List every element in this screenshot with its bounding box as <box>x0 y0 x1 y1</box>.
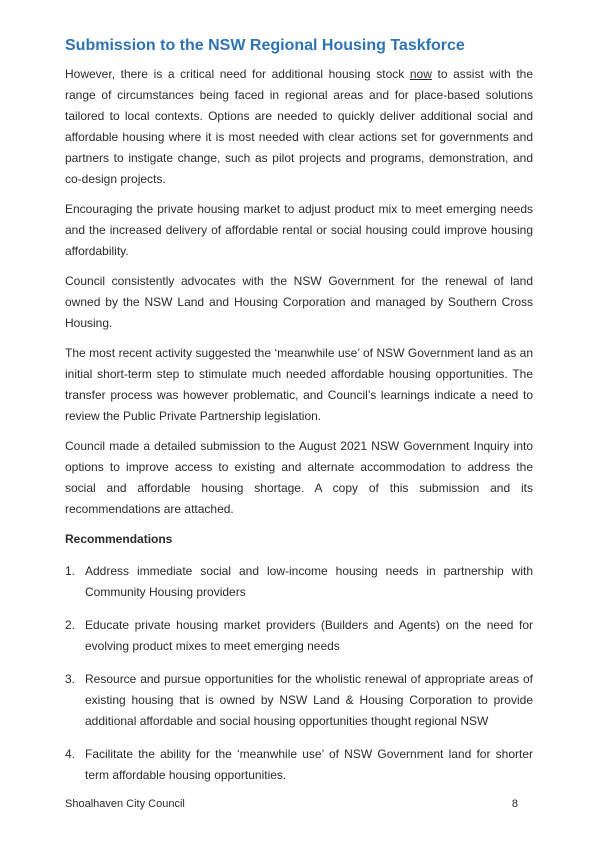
list-number: 2. <box>65 618 76 632</box>
list-number: 3. <box>65 672 76 686</box>
list-item <box>65 615 533 657</box>
list-item <box>65 669 533 732</box>
document-body <box>65 64 533 798</box>
list-text: Educate private housing market providers (Builders and Agents) on the need for evolving product mixes to meet emerging needs <box>85 618 533 653</box>
list-number: 1. <box>65 564 76 578</box>
page-footer <box>65 798 518 810</box>
paragraph-1-end: to assist with the range of circumstances being faced in regional areas and for place-based solutions tailored to local contexts. Options are needed to quickly deliver additional social and affordable housing where it is most needed with clear actions set for governments and partners to instigate change, such as pilot projects and programs, demonstration, and co-design projects. <box>65 67 534 186</box>
list-item <box>65 561 533 603</box>
recommendations-list <box>65 561 533 786</box>
paragraph-4: The most recent activity suggested the ‘meanwhile use’ of NSW Government land as an initial short-term step to stimulate much needed affordable housing opportunities. The transfer process was however problematic, and Council’s learnings indicate a need to review the Public Private Partnership legislation. <box>65 346 533 423</box>
list-text: Resource and pursue opportunities for the wholistic renewal of appropriate areas of existing housing that is owned by NSW Land & Housing Corporation to provide additional affordable and social housing opportunities thought regional NSW <box>85 672 533 728</box>
paragraph-5: Council made a detailed submission to the August 2021 NSW Government Inquiry into options to improve access to existing and alternate accommodation to address the social and affordable housing shortage. A copy of this submission and its recommendations are attached. <box>65 439 533 516</box>
underlined-now: now <box>409 67 432 81</box>
list-text: Facilitate the ability for the ‘meanwhile use’ of NSW Government land for shorter term affordable housing opportunities. <box>85 747 533 782</box>
footer-organisation: Shoalhaven City Council <box>65 798 185 810</box>
recommendations-heading: Recommendations <box>65 532 173 546</box>
paragraph-3: Council consistently advocates with the NSW Government for the renewal of land owned by the NSW Land and Housing Corporation and managed by Southern Cross Housing. <box>65 274 533 330</box>
page-title: Submission to the NSW Regional Housing Taskforce <box>65 37 465 54</box>
paragraph-2: Encouraging the private housing market to adjust product mix to meet emerging needs and the increased delivery of affordable rental or social housing could improve housing affordability. <box>65 202 533 258</box>
paragraph-1-start: However, there is a critical need for additional housing stock <box>65 67 410 81</box>
page-number: 8 <box>511 798 518 810</box>
list-number: 4. <box>65 747 76 761</box>
list-item <box>65 744 533 786</box>
list-text: Address immediate social and low-income housing needs in partnership with Community Housing providers <box>85 564 533 599</box>
paragraph-1 <box>65 64 533 190</box>
